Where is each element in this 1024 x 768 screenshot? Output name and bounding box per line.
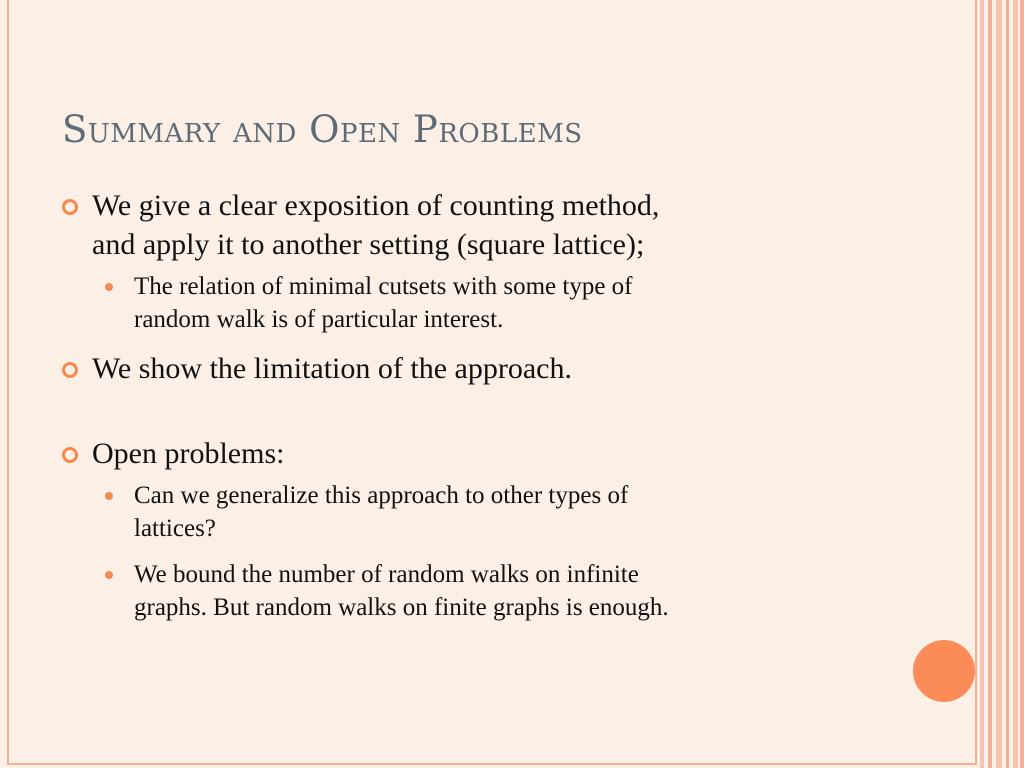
decorative-stripe xyxy=(1006,0,1009,768)
decorative-stripe xyxy=(1013,0,1018,768)
sub-bullet-text-line: lattices? xyxy=(134,515,216,542)
sub-bullet-item xyxy=(92,270,862,336)
ring-bullet-icon xyxy=(62,362,78,378)
ring-bullet-icon xyxy=(62,199,78,215)
slide-title: Summary and Open Problems xyxy=(62,108,583,151)
bullet-text-line: We give a clear exposition of counting method, xyxy=(92,189,660,222)
sub-bullet-text-line: random walk is of particular interest. xyxy=(134,306,504,333)
sub-bullet-text-line: We bound the number of random walks on infinite xyxy=(134,561,639,588)
bullet-item xyxy=(62,186,862,336)
sub-bullet-item xyxy=(92,558,862,624)
bullet-item xyxy=(62,434,862,624)
dot-bullet-icon xyxy=(105,571,113,579)
sub-bullet-item xyxy=(92,479,862,545)
bullet-text-line: Open problems: xyxy=(92,437,285,470)
decorative-stripe xyxy=(996,0,1002,768)
sub-bullet-text-line: Can we generalize this approach to other types of xyxy=(134,482,629,509)
dot-bullet-icon xyxy=(105,492,113,500)
dot-bullet-icon xyxy=(105,283,113,291)
decorative-stripe xyxy=(1020,0,1024,768)
bullet-item xyxy=(62,349,862,388)
sub-bullet-text-line: graphs. But random walks on finite graphs is enough. xyxy=(134,594,669,621)
bullet-text-line: and apply it to another setting (square lattice); xyxy=(92,228,645,261)
decorative-stripe xyxy=(988,0,992,768)
bullet-text-line: We show the limitation of the approach. xyxy=(92,352,572,385)
sub-bullet-text-line: The relation of minimal cutsets with some type of xyxy=(134,273,633,300)
sub-bullet-list xyxy=(92,479,862,624)
ring-bullet-icon xyxy=(62,447,78,463)
bullet-list xyxy=(62,186,862,637)
decorative-stripe xyxy=(980,0,984,768)
decorative-circle xyxy=(913,640,975,702)
sub-bullet-list xyxy=(92,270,862,336)
